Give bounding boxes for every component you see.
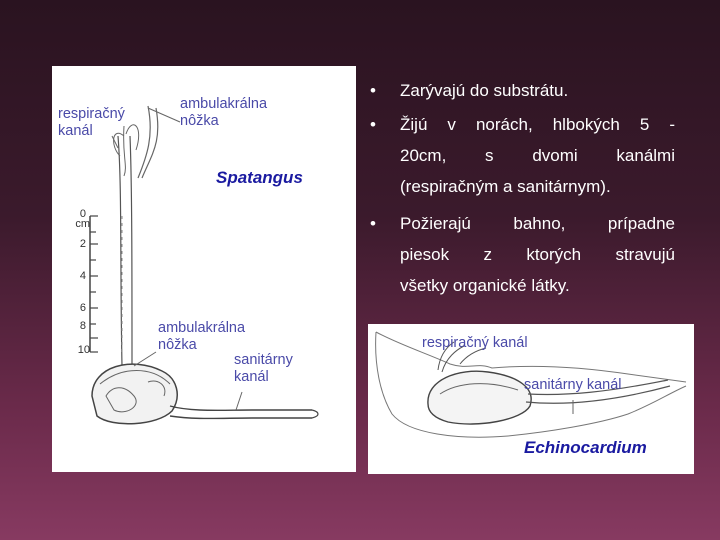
echinocardium-figure bbox=[368, 324, 694, 474]
scale-tick-8: 8 bbox=[79, 320, 86, 332]
bullet-dot: • bbox=[370, 214, 376, 233]
scale-tick-4: 4 bbox=[79, 270, 86, 282]
scale-unit: cm bbox=[75, 218, 90, 230]
ambulacral-foot-label-bottom: ambulakrálna nôžka bbox=[158, 320, 246, 353]
bullet-2-line-3: (respiračným a sanitárnym). bbox=[400, 177, 611, 196]
echinocardium-title: Echinocardium bbox=[524, 438, 647, 457]
sanitary-canal-label: sanitárny kanál bbox=[234, 352, 293, 385]
scale-tick-2: 2 bbox=[79, 238, 86, 250]
bullet-item-2 bbox=[370, 109, 675, 202]
ambulacral-foot-label-top: ambulakrálna nôžka bbox=[180, 96, 268, 129]
scale-tick-6: 6 bbox=[79, 302, 86, 314]
bullet-item-3 bbox=[370, 208, 675, 301]
scale-tick-10: 10 bbox=[77, 344, 90, 356]
bullet-3-line-3: všetky organické látky. bbox=[400, 276, 570, 295]
spatangus-title: Spatangus bbox=[216, 168, 303, 187]
scale-tick-0: 0 bbox=[79, 208, 86, 220]
bullet-list bbox=[370, 76, 675, 301]
echino-resp-canal-label: respiračný kanál bbox=[422, 335, 528, 351]
bullet-2-line-1: Žijú v norách, hlbokých 5 - bbox=[400, 115, 675, 134]
bullet-1-text: Zarývajú do substrátu. bbox=[400, 81, 569, 100]
bullet-item-1 bbox=[370, 76, 675, 106]
bullet-2-line-2: 20cm, s dvomi kanálmi bbox=[400, 146, 675, 165]
spatangus-figure bbox=[52, 66, 356, 472]
bullet-3-line-1: Požierajú bahno, prípadne bbox=[400, 214, 675, 233]
bullet-3-line-2: piesok z ktorých stravujú bbox=[400, 245, 675, 264]
bullet-dot: • bbox=[370, 115, 376, 134]
bullet-dot: • bbox=[370, 81, 376, 100]
resp-canal-label: respiračný kanál bbox=[58, 106, 125, 139]
echino-sanitary-canal-label: sanitárny kanál bbox=[524, 377, 622, 393]
